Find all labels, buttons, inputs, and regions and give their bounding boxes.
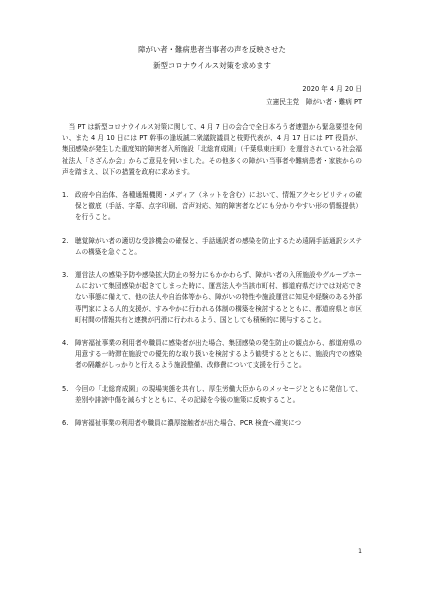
item-text: 今回の「北総育成園」の現場実態を共有し、厚生労働大臣からのメッセージとともに発信して、差別や誹謗中傷を減らすとともに、その記録を今後の施策に反映すること。 xyxy=(75,384,362,404)
item-number: 5. xyxy=(62,384,69,393)
item-text: 政府や自治体、各種通報機関・メディア（ネットを含む）において、情報アクセシビリティの確保と徹底（手話、字幕、点字印刷、音声対応、知的障害者などにも分かりやすい形の情報提供）を行うこと。 xyxy=(75,191,362,222)
document-title-line1: 障がい者・難病患者当事者の声を反映させた xyxy=(138,45,286,54)
item-text: 運営法人の感染予防や感染拡大防止の努力にもかかわらず、障がい者の入所施設やグループホームにおいて集団感染が起きてしまった時に、運営法人や当該市町村、都道府県だけでは対応できない事態に備えて、他の法人や自治体等から、障がいの特性や施設運営に知見や経験のある外部専門家による人的支援が、すみやかに行われる体制の構築を検討するとともに、都道府県と市区町村間の情報共有と連携が円滑に行われるよう、国としても積極的に関与すること。 xyxy=(75,271,362,324)
item-number: 2. xyxy=(62,236,69,245)
list-item xyxy=(62,338,362,372)
item-text: 障害福祉事業の利用者や職員に濃厚接触者が出た場合、PCR 検査へ確実につ xyxy=(75,419,302,428)
list-item xyxy=(62,418,362,429)
page-number: 1 xyxy=(358,548,362,555)
item-text: 障害福祉事業の利用者や職員に感染者が出た場合、集団感染の発生防止の観点から、都道府県の用意する一時滞在施設での優先的な取り扱いを検討するよう勧奨するとともに、施設内での感染者の隔離がしっかりと行えるよう施設整備、改修費について支援を行うこと。 xyxy=(75,339,362,370)
list-item xyxy=(62,384,362,406)
list-item xyxy=(62,236,362,258)
item-number: 6. xyxy=(62,419,69,428)
document-title-line2: 新型コロナウイルス対策を求めます xyxy=(153,61,271,70)
request-list xyxy=(62,190,362,429)
item-text: 聴覚障がい者の適切な受診機会の確保と、手話通訳者の感染を防止するため遠隔手話通訳システムの構築を急ぐこと。 xyxy=(75,236,362,256)
list-item xyxy=(62,270,362,326)
item-number: 3. xyxy=(62,271,69,280)
document-date: 2020 年 4 月 20 日 xyxy=(302,85,362,93)
intro-text: 当 PT は新型コロナウイルス対策に関して、4 月 7 日の会合で全日本ろう者連盟から緊急要望を伺い、また 4 月 10 日には PT 幹事の逢坂誠二衆議院議員と枝野代表が、4 月 17 日には PT 役員が、集団感染が発生した重度知的障害者入所施設「北総育成園」（千葉県東庄町）を運営されている社会福祉法人「さざんか会」からご意見を伺いました。その他多くの障がい当事者や難病患者・家族からの声を踏まえ、以下の措置を政府に求めます。 xyxy=(62,123,363,176)
document-body xyxy=(62,122,362,429)
item-number: 4. xyxy=(62,339,69,348)
document-organization: 立憲民主党 障がい者・難病 PT xyxy=(266,98,362,106)
item-number: 1. xyxy=(62,191,69,200)
list-item xyxy=(62,190,362,224)
intro-paragraph xyxy=(62,122,362,178)
